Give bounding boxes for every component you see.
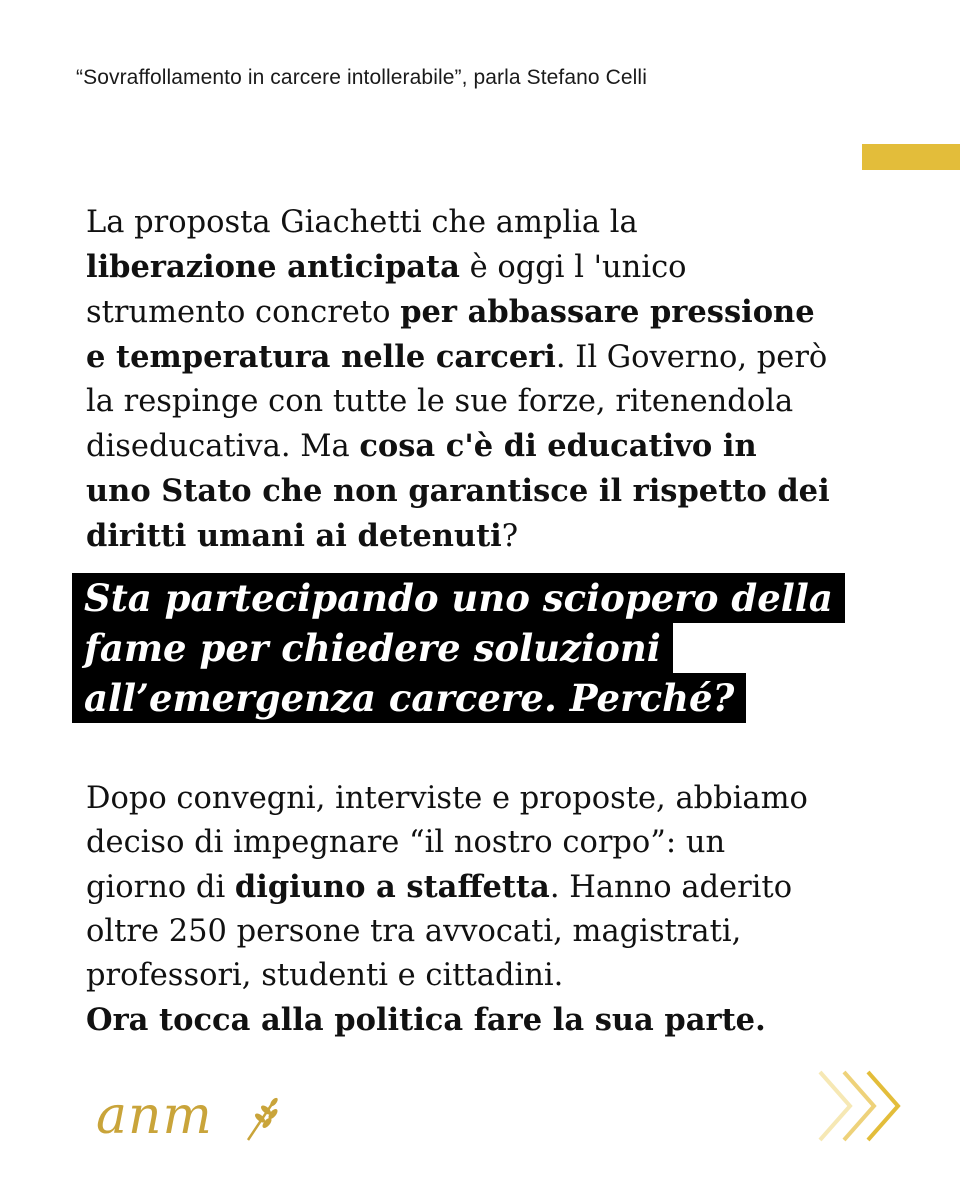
bold-text: per abbassare pressione [400,294,815,330]
answer-paragraph-1 [86,201,916,559]
interview-question [72,573,845,723]
text-line [86,469,916,514]
accent-bar [862,144,960,170]
text-line: la respinge con tutte le sue forze, ritenendola [86,384,794,419]
text-line: La proposta Giachetti che amplia la [86,205,638,240]
text-line: diritti umani ai detenuti? [86,518,519,554]
text-line: giorno di digiuno a staffetta. Hanno aderito [86,869,793,905]
question-line: Sta partecipando uno sciopero della [72,573,845,623]
bold-text: uno Stato che non garantisce il rispetto dei [86,473,830,509]
bold-text: liberazione anticipata [86,249,460,285]
text-line: Dopo convegni, interviste e proposte, abbiamo [86,781,808,816]
bold-text: Ora tocca alla politica fare la sua parte. [86,1002,766,1038]
text-line: diseducativa. Ma cosa c'è di educativo in [86,428,757,464]
text-line: strumento concreto per abbassare pressione [86,294,815,330]
text-line: oltre 250 persone tra avvocati, magistrati, [86,914,742,949]
bold-text: e temperatura nelle carceri [86,339,556,375]
text-line: liberazione anticipata è oggi l 'unico [86,249,687,285]
text-line [86,998,916,1043]
question-line: fame per chiedere soluzioni [72,623,673,673]
bold-text: diritti umani ai detenuti [86,518,502,554]
logo-text: anm [96,1086,213,1146]
bold-text: digiuno a staffetta [234,869,550,905]
text-line: deciso di impegnare “il nostro corpo”: un [86,825,726,860]
bold-text: cosa c'è di educativo in [359,428,757,464]
anm-logo [96,1086,296,1156]
triple-chevron-right-icon[interactable] [812,1066,912,1150]
article-title: “Sovraffollamento in carcere intollerabile”, parla Stefano Celli [76,66,647,89]
answer-paragraph-2 [86,777,916,1043]
text-line: e temperatura nelle carceri. Il Governo, però [86,339,828,375]
text-line: professori, studenti e cittadini. [86,958,564,993]
wheat-icon [242,1096,282,1148]
question-line: all’emergenza carcere. Perché? [72,673,746,723]
